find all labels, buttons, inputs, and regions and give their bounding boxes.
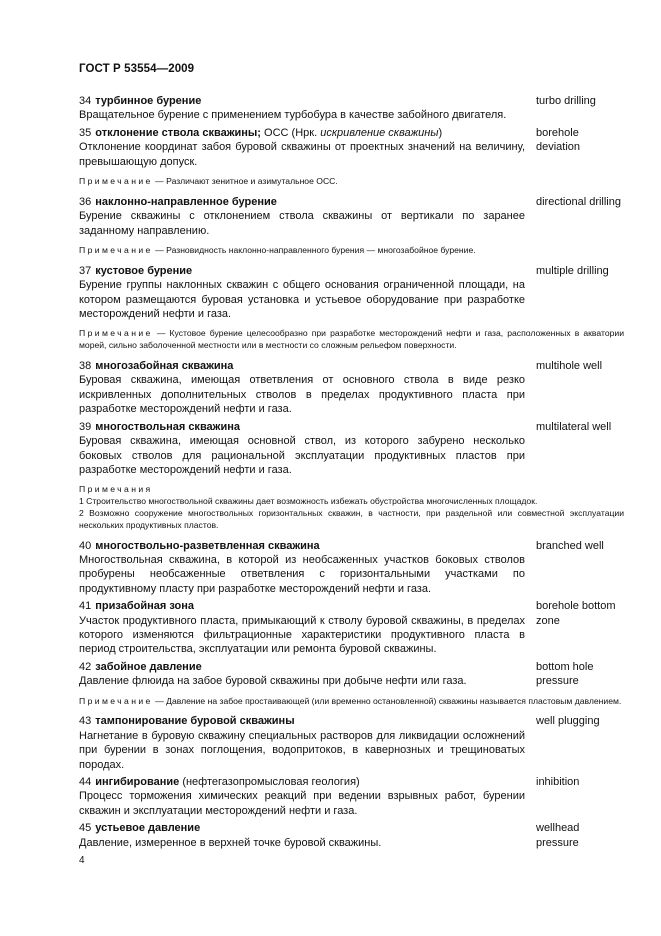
glossary-entry-41 (79, 599, 624, 657)
term-definition: Давление флюида на забое буровой скважины при добыче нефти или газа. (79, 675, 467, 688)
term-number: 39 (79, 420, 92, 433)
term-heading (79, 359, 525, 373)
term-number: 43 (79, 715, 92, 728)
term-definition: Вращательное бурение с применением турбобура в качестве забойного двигателя. (79, 109, 507, 122)
english-equivalent: turbo drilling (536, 95, 596, 107)
page-number: 4 (79, 855, 85, 866)
term-nonrecommended: искривление скважины (320, 126, 439, 139)
english-equivalent: directional drilling (536, 195, 621, 208)
glossary-entry-36 (79, 195, 624, 257)
note-label: Примечание (79, 245, 153, 256)
term-note (79, 245, 624, 257)
english-equivalent: multilateral well (536, 420, 612, 433)
term-name: забойное давление (95, 660, 202, 673)
term-name: многозабойная скважина (95, 360, 234, 373)
term-name: устьевое давление (95, 822, 201, 835)
term-name: многоствольная скважина (95, 420, 240, 433)
term-number: 38 (79, 360, 92, 373)
term-definition: Буровая скважина, имеющая основной ствол, из которого забурено несколько боковых стволов для рациональной эксплуатации продуктивных пластов при разработке месторождений нефти и газа. (79, 435, 525, 476)
notes-title: Примечания (79, 484, 153, 495)
term-name: наклонно-направленное бурение (95, 195, 277, 208)
term-definition: Участок продуктивного пласта, примыкающий к стволу буровой скважины, в пределах которого изменяются фильтрационные характеристики продуктивного пласта в период строительства, эксплуатации или ремонта буровой скважины. (79, 614, 525, 656)
english-equivalent: multiple drilling (536, 264, 609, 277)
glossary-entry-39 (79, 420, 624, 532)
term-definition: Бурение группы наклонных скважин с общего основания ограниченной площади, на котором размещаются буровая установка и устьевое оборудование при разработке месторождений нефти и газа. (79, 279, 525, 321)
term-domain: (нефтегазопромысловая геология) (179, 775, 360, 788)
term-heading (79, 599, 525, 613)
term-name: кустовое бурение (95, 264, 193, 277)
term-number: 36 (79, 195, 92, 208)
term-notes (79, 484, 624, 531)
term-heading (79, 821, 525, 835)
glossary-entry-40 (79, 539, 624, 597)
english-equivalent: branched well (536, 539, 604, 552)
english-equivalent: well plugging (536, 715, 600, 728)
term-heading (79, 420, 525, 434)
term-note (79, 176, 624, 188)
term-definition: Буровая скважина, имеющая ответвления от основного ствола в виде резко искривленных дополнительных стволов в пределах продуктивного пласта при разработке месторождений нефти и газа. (79, 374, 525, 416)
glossary-entry-43 (79, 714, 624, 772)
term-name: ингибирование (95, 775, 180, 788)
term-definition: Многоствольная скважина, в которой из необсаженных участков боковых стволов пробурены необсаженные ответвления с горизонтальными участками по продуктивному пласту при разработке месторождений нефти и газа. (79, 553, 525, 595)
term-number: 35 (79, 126, 92, 139)
term-name: призабойная зона (95, 600, 195, 613)
term-heading (79, 539, 525, 553)
note-text: — Давление на забое простаивающей (или временно остановленной) скважины называется пластовым давлением. (152, 695, 622, 706)
term-heading (79, 714, 525, 728)
term-definition: Бурение скважины с отклонением ствола скважины от вертикали по заранее заданному направлению. (79, 210, 525, 237)
term-number: 34 (79, 95, 92, 107)
note-label: Примечание (79, 328, 153, 339)
glossary-entry-45 (79, 821, 624, 850)
english-equivalent: borehole deviation (536, 126, 581, 154)
english-equivalent: multihole well (536, 360, 603, 373)
term-heading (79, 94, 525, 108)
english-equivalent: wellhead pressure (536, 822, 580, 849)
term-number: 40 (79, 539, 92, 552)
term-number: 42 (79, 660, 92, 673)
glossary-entry-34 (79, 94, 624, 123)
glossary-entry-37 (79, 264, 624, 352)
term-heading (79, 126, 525, 140)
term-definition: Процесс торможения химических реакций при ведении взрывных работ, бурении скважин и эксплуатации месторождений нефти и газа. (79, 790, 525, 817)
note-item: 1 Строительство многоствольной скважины дает возможность избежать обустройства многочисленных площадок. (79, 496, 538, 507)
note-item: 2 Возможно сооружение многоствольных горизонтальных скважин, в частности, при раздельной или совместной эксплуатации нескольких продуктивных пластов. (79, 507, 624, 530)
note-label: Примечание (79, 695, 153, 706)
term-heading (79, 775, 525, 789)
term-note (79, 696, 624, 708)
glossary-entry-44 (79, 775, 624, 818)
term-heading (79, 660, 525, 674)
glossary-entry-35 (79, 126, 624, 188)
glossary-entry-42 (79, 660, 624, 708)
term-definition: Нагнетание в буровую скважину специальных растворов для ликвидации осложнений при бурении в зонах поглощения, водопритоков, в кавернозных и трещиноватых породах. (79, 729, 525, 771)
english-equivalent: bottom hole pressure (536, 660, 594, 688)
term-note (79, 328, 624, 352)
english-equivalent: borehole bottom zone (536, 600, 616, 627)
term-heading (79, 264, 525, 278)
glossary-content (79, 94, 624, 853)
term-number: 44 (79, 775, 92, 788)
term-abbreviation: ОСС (Нрк. (260, 126, 321, 139)
term-name: турбинное бурение (95, 95, 202, 107)
term-name: многоствольно-разветвленная скважина (95, 539, 320, 552)
document-header: ГОСТ Р 53554—2009 (79, 63, 195, 75)
term-number: 37 (79, 264, 92, 277)
term-extra-close: ) (438, 126, 443, 139)
term-number: 45 (79, 822, 92, 835)
term-definition: Давление, измеренное в верхней точке буровой скважины. (79, 836, 382, 849)
term-number: 41 (79, 600, 92, 613)
glossary-entry-38 (79, 359, 624, 417)
note-text: — Кустовое бурение целесообразно при разработке месторождений нефти и газа, расположенных в акватории морей, сильно заболоченной местности или в местности со сложным рельефом поверхности. (79, 328, 624, 351)
term-definition: Отклонение координат забоя буровой скважины от проектных значений на величину, превышающую допуск. (79, 141, 525, 168)
note-label: Примечание (79, 176, 153, 187)
english-equivalent: inhibition (536, 775, 580, 788)
note-text: — Различают зенитное и азимутальное ОСС. (152, 176, 338, 187)
term-name: тампонирование буровой скважины (95, 715, 295, 728)
term-name: отклонение ствола скважины; (95, 126, 261, 139)
note-text: — Разновидность наклонно-направленного бурения — многозабойное бурение. (152, 245, 476, 256)
term-heading (79, 195, 525, 209)
